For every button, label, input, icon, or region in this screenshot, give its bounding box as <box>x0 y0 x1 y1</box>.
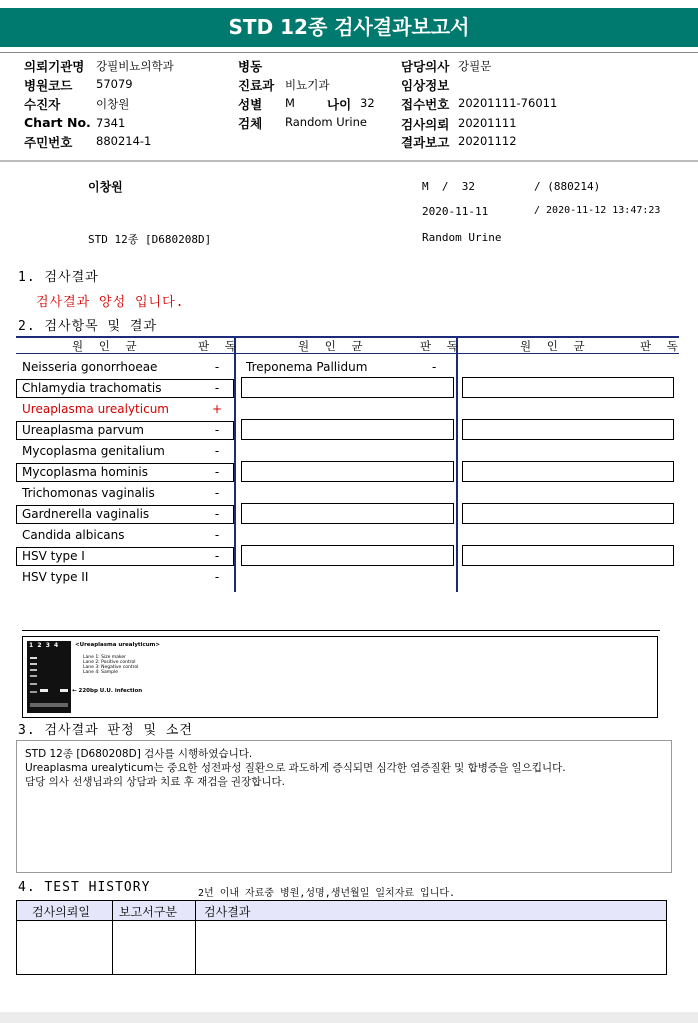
empty-result-box <box>241 503 454 524</box>
label-resident-no: 주민번호 <box>24 135 73 150</box>
report-title: STD 12종 검사결과보고서 <box>0 8 698 47</box>
gel-lane-label: Lane 2: Positive control <box>83 660 136 665</box>
grid-divider <box>234 336 236 592</box>
grid-divider <box>456 336 458 592</box>
organism-name: HSV type I <box>22 549 85 563</box>
label-clinical-info: 임상정보 <box>401 78 450 93</box>
value-doctor: 강필문 <box>458 59 492 73</box>
label-patient: 수진자 <box>24 97 61 112</box>
gel-lane-numbers: 1 2 3 4 <box>29 642 59 649</box>
organism-result: - <box>432 360 437 374</box>
organism-name: Mycoplasma genitalium <box>22 444 165 458</box>
organism-result-positive: + <box>212 402 223 416</box>
label-specimen: 검체 <box>238 116 263 131</box>
value-sex: M <box>285 96 295 110</box>
organism-result: - <box>214 507 220 521</box>
section2-title: 2. 검사항목 및 결과 <box>18 319 158 334</box>
summary-patient-name: 이창원 <box>88 180 123 194</box>
history-col-result: 검사결과 <box>204 905 251 919</box>
value-requesting-org: 강필비뇨의학과 <box>96 59 174 73</box>
summary-test-code: STD 12종 [D680208D] <box>88 233 212 246</box>
organism-name: Candida albicans <box>22 528 125 542</box>
empty-result-box <box>462 545 674 566</box>
result-summary: 검사결과 양성 입니다. <box>36 295 185 310</box>
organism-name: Mycoplasma hominis <box>22 465 148 479</box>
organism-result: - <box>214 528 220 542</box>
gel-lane-label: Lane 1: Size maker <box>83 655 126 660</box>
sample-band <box>60 689 68 692</box>
value-patient: 이창원 <box>96 97 130 111</box>
divider <box>22 630 660 631</box>
footer-band <box>0 1012 698 1023</box>
section3-title: 3. 검사결과 판정 및 소견 <box>18 723 193 738</box>
value-report-date: 20201112 <box>458 134 517 148</box>
value-chart-no: 7341 <box>96 116 126 130</box>
gel-lane-label: Lane 3: Negative control <box>83 665 139 670</box>
col-header-organism: 원 인 균 <box>72 339 143 353</box>
organism-result: - <box>214 381 220 395</box>
label-department: 진료과 <box>238 78 275 93</box>
summary-request-date: 2020-11-11 <box>422 205 489 218</box>
history-col-report-type: 보고서구분 <box>119 905 177 919</box>
organism-name: Treponema Pallidum <box>246 360 368 374</box>
organism-name: Gardnerella vaginalis <box>22 507 150 521</box>
gel-image-frame <box>22 636 658 718</box>
label-age: 나이 <box>327 97 352 112</box>
summary-sex-age: M / 32 <box>422 180 475 193</box>
organism-name: Chlamydia trachomatis <box>22 381 162 395</box>
empty-result-box <box>241 419 454 440</box>
ladder-band <box>30 663 37 665</box>
primer-dimer-band <box>30 703 68 707</box>
empty-result-box <box>462 377 674 398</box>
gel-lane-label: Lane 4: Sample <box>83 670 118 675</box>
value-department: 비뇨기과 <box>285 78 330 92</box>
label-report-date: 결과보고 <box>401 135 450 150</box>
label-receipt-no: 접수번호 <box>401 97 450 112</box>
section1-title: 1. 검사결과 <box>18 270 99 285</box>
col-header-organism: 원 인 균 <box>520 339 591 353</box>
col-header-result: 판 독 <box>420 339 464 353</box>
table-divider <box>112 901 113 974</box>
label-hospital-code: 병원코드 <box>24 78 73 93</box>
organism-result: - <box>214 444 220 458</box>
value-request-date: 20201111 <box>458 116 517 130</box>
label-requesting-org: 의뢰기관명 <box>24 59 85 74</box>
organism-name: Trichomonas vaginalis <box>22 486 155 500</box>
divider <box>0 160 698 162</box>
empty-result-box <box>462 461 674 482</box>
value-resident-no: 880214-1 <box>96 134 152 148</box>
history-col-request-date: 검사의뢰일 <box>32 905 90 919</box>
ladder-band <box>30 675 37 677</box>
empty-result-box <box>462 419 674 440</box>
organism-result: - <box>214 549 220 563</box>
history-table-header <box>17 901 666 921</box>
gel-caption-title: <Ureaplasma urealyticum> <box>75 642 160 648</box>
organism-result: - <box>214 570 220 584</box>
value-age: 32 <box>360 96 375 110</box>
label-sex: 성별 <box>238 97 263 112</box>
organism-name: HSV type II <box>22 570 89 584</box>
section4-title: 4. TEST HISTORY <box>18 880 151 895</box>
organism-result: - <box>214 360 220 374</box>
col-header-organism: 원 인 균 <box>298 339 369 353</box>
empty-result-box <box>241 461 454 482</box>
opinion-line: 담당 의사 선생님과의 상담과 치료 후 재검을 권장합니다. <box>25 776 285 788</box>
ladder-band <box>30 657 37 659</box>
history-note: 2년 이내 자료중 병원,성명,생년월일 일치자료 입니다. <box>198 888 456 899</box>
label-chart-no: Chart No. <box>24 115 91 130</box>
label-ward: 병동 <box>238 59 263 74</box>
gel-band-label: ← 220bp U.U. infection <box>72 688 143 694</box>
opinion-line: STD 12종 [D680208D] 검사를 시행하였습니다. <box>25 748 253 760</box>
organism-result: - <box>214 423 220 437</box>
label-doctor: 담당의사 <box>401 59 450 74</box>
ladder-band <box>30 683 37 685</box>
summary-birth: / (880214) <box>534 180 601 193</box>
ladder-band <box>30 669 37 671</box>
organism-result: - <box>214 486 220 500</box>
ladder-band <box>30 691 37 693</box>
value-hospital-code: 57079 <box>96 77 133 91</box>
summary-report-datetime: / 2020-11-12 13:47:23 <box>534 205 661 216</box>
empty-result-box <box>241 377 454 398</box>
empty-result-box <box>462 503 674 524</box>
organism-name-positive: Ureaplasma urealyticum <box>22 402 169 416</box>
positive-control-band <box>40 689 48 692</box>
gel-electrophoresis-image <box>27 641 71 713</box>
empty-result-box <box>241 545 454 566</box>
divider <box>0 52 698 53</box>
value-receipt-no: 20201111-76011 <box>458 96 558 110</box>
opinion-line: Ureaplasma urealyticum는 중요한 성전파성 질환으로 과도하게 증식되면 심각한 염증질환 및 합병증을 일으킵니다. <box>25 762 566 774</box>
value-specimen: Random Urine <box>285 115 367 129</box>
summary-specimen: Random Urine <box>422 231 502 244</box>
organism-name: Neisseria gonorrhoeae <box>22 360 158 374</box>
organism-result: - <box>214 465 220 479</box>
col-header-result: 판 독 <box>198 339 242 353</box>
label-request-date: 검사의뢰 <box>401 117 450 132</box>
organism-name: Ureaplasma parvum <box>22 423 144 437</box>
col-header-result: 판 독 <box>640 339 684 353</box>
table-divider <box>195 901 196 974</box>
